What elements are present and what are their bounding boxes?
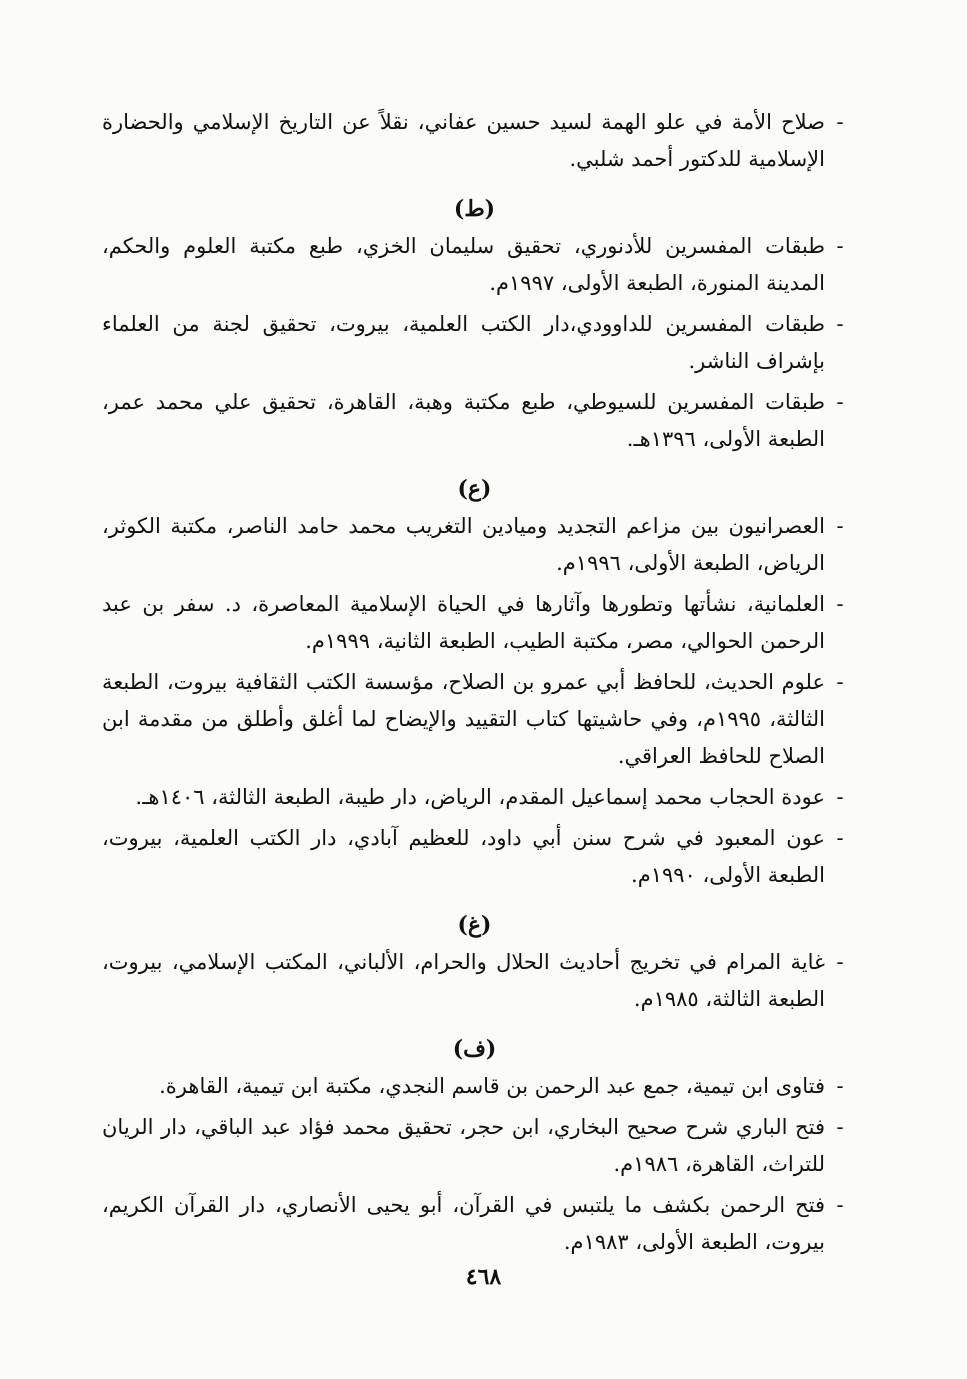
page-number: ٤٦٨: [465, 1264, 502, 1290]
entry-dash: -: [836, 1193, 844, 1217]
entry-text: العلمانية، نشأتها وتطورها وآثارها في الحياة الإسلامية المعاصرة، د. سفر بن عبد الرحمن الحوالي، مصر، مكتبة الطيب، الطبعة الثانية، ١٩٩٩م.: [102, 592, 825, 653]
entry-text: صلاح الأمة في علو الهمة لسيد حسين عفاني، نقلاً عن التاريخ الإسلامي والحضارة الإسلامية للدكتور أحمد شلبي.: [102, 110, 825, 171]
entry-dash: -: [836, 1115, 844, 1139]
bibliography-entry: [102, 228, 847, 302]
section-letter-ain: (ع): [457, 476, 492, 502]
entry-dash: -: [836, 950, 844, 974]
entry-dash: -: [836, 592, 844, 616]
entry-text: فتاوى ابن تيمية، جمع عبد الرحمن بن قاسم النجدي، مكتبة ابن تيمية، القاهرة.: [159, 1074, 825, 1098]
entry-dash: -: [836, 1074, 844, 1098]
entry-text: طبقات المفسرين للسيوطي، طبع مكتبة وهبة، القاهرة، تحقيق علي محمد عمر، الطبعة الأولى، ١٣٩٦هـ.: [102, 390, 825, 451]
entry-text: علوم الحديث، للحافظ أبي عمرو بن الصلاح، مؤسسة الكتب الثقافية بيروت، الطبعة الثالثة، ١٩٩٥م، وفي حاشيتها كتاب التقييد والإيضاح لما أغلق وأطلق من مقدمة ابن الصلاح للحافظ العراقي.: [102, 670, 825, 768]
entry-dash: -: [836, 670, 844, 694]
entry-dash: -: [836, 785, 844, 809]
bibliography-entry: [102, 1068, 847, 1105]
section-letter-ghain: (غ): [457, 912, 492, 938]
entry-dash: -: [836, 234, 844, 258]
entry-text: عون المعبود في شرح سنن أبي داود، للعظيم آبادي، دار الكتب العلمية، بيروت، الطبعة الأولى، ١٩٩٠م.: [102, 826, 825, 887]
section-letter-fa: (ف): [452, 1036, 497, 1062]
entry-text: العصرانيون بين مزاعم التجديد وميادين التغريب محمد حامد الناصر، مكتبة الكوثر، الرياض، الطبعة الأولى، ١٩٩٦م.: [102, 514, 825, 575]
bibliography-entry: [102, 104, 847, 178]
bibliography-entry: [102, 944, 847, 1018]
entry-text: عودة الحجاب محمد إسماعيل المقدم، الرياض، دار طيبة، الطبعة الثالثة، ١٤٠٦هـ.: [135, 785, 825, 809]
entry-text: غاية المرام في تخريج أحاديث الحلال والحرام، الألباني، المكتب الإسلامي، بيروت، الطبعة الثالثة، ١٩٨٥م.: [102, 950, 825, 1011]
bibliography-entry: [102, 779, 847, 816]
bibliography-entry: [102, 820, 847, 894]
entry-dash: -: [836, 312, 844, 336]
bibliography-entry: [102, 1109, 847, 1183]
entry-text: فتح الباري شرح صحيح البخاري، ابن حجر، تحقيق محمد فؤاد عبد الباقي، دار الريان للتراث، القاهرة، ١٩٨٦م.: [102, 1115, 825, 1176]
bibliography-entry: [102, 1187, 847, 1261]
entry-dash: -: [836, 826, 844, 850]
bibliography-entry: [102, 384, 847, 458]
entry-dash: -: [836, 514, 844, 538]
bibliography-entry: [102, 306, 847, 380]
entry-text: فتح الرحمن بكشف ما يلتبس في القرآن، أبو يحيى الأنصاري، دار القرآن الكريم، بيروت، الطبعة الأولى، ١٩٨٣م.: [102, 1193, 825, 1254]
entry-dash: -: [836, 110, 844, 134]
bibliography-entry: [102, 664, 847, 775]
bibliography-list: [102, 104, 847, 1265]
entry-text: طبقات المفسرين للداوودي،دار الكتب العلمية، بيروت، تحقيق لجنة من العلماء بإشراف الناشر.: [102, 312, 825, 373]
entry-dash: -: [836, 390, 844, 414]
section-letter-ta: (ط): [453, 196, 496, 222]
bibliography-entry: [102, 508, 847, 582]
bibliography-entry: [102, 586, 847, 660]
entry-text: طبقات المفسرين للأدنوري، تحقيق سليمان الخزي، طبع مكتبة العلوم والحكم، المدينة المنورة، الطبعة الأولى، ١٩٩٧م.: [102, 234, 825, 295]
